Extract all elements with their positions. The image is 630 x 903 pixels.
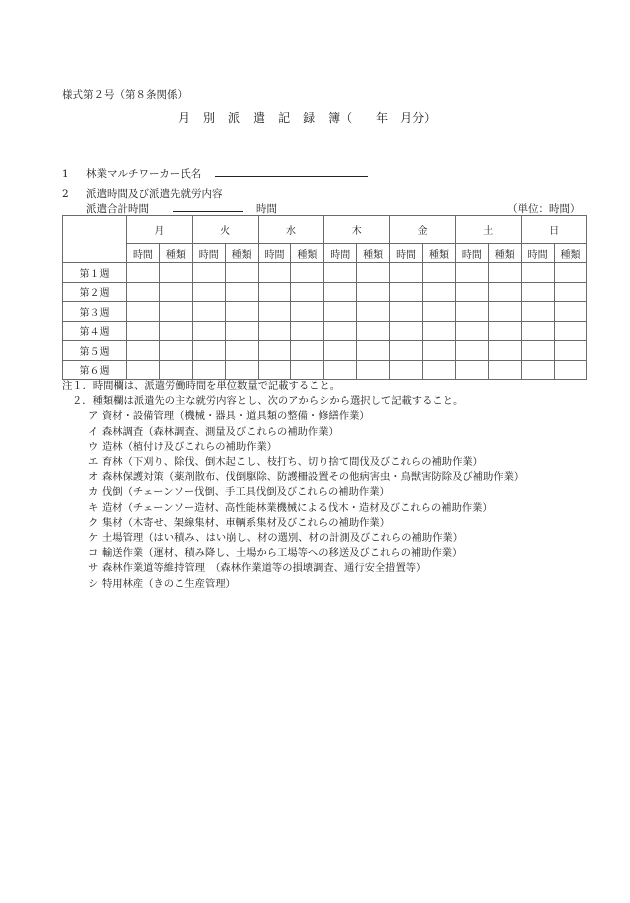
type-cell[interactable] [291, 341, 324, 361]
hours-cell[interactable] [258, 321, 291, 341]
day-header-row [63, 216, 587, 244]
type-cell[interactable] [357, 341, 390, 361]
corner-cell [63, 216, 127, 263]
hours-cell[interactable] [258, 302, 291, 322]
type-cell[interactable] [423, 321, 456, 341]
total-hours-unit: 時間 [256, 203, 277, 215]
work-type-text: 造材（チェーンソー造材、高性能林業機械による伐木・造材及びこれらの補助作業） [102, 501, 493, 514]
dispatch-section-label: 派遣時間及び派遣先就労内容 [86, 188, 223, 200]
type-cell[interactable] [357, 282, 390, 302]
work-type-text: 輸送作業（運材、積み降し、土場から工場等への移送及びこれらの補助作業） [102, 547, 463, 560]
hours-cell[interactable] [192, 282, 225, 302]
hours-cell[interactable] [324, 302, 357, 322]
title-char: 記 [278, 111, 291, 125]
title-period[interactable]: （ 年 月分） [340, 111, 437, 125]
type-cell[interactable] [357, 302, 390, 322]
type-header: 種類 [159, 244, 192, 263]
type-cell[interactable] [159, 282, 192, 302]
title-char: 簿 [328, 111, 341, 125]
worker-name-field[interactable] [215, 166, 368, 177]
hours-cell[interactable] [455, 263, 488, 283]
hours-cell[interactable] [521, 321, 554, 341]
work-type-key: ケ [88, 532, 99, 545]
notes-section [62, 379, 524, 592]
day-header: 火 [192, 216, 258, 244]
type-cell[interactable] [423, 302, 456, 322]
work-type-item [62, 531, 524, 546]
type-cell[interactable] [488, 360, 521, 380]
type-cell[interactable] [159, 341, 192, 361]
hours-cell[interactable] [324, 321, 357, 341]
day-header: 木 [324, 216, 390, 244]
type-cell[interactable] [488, 263, 521, 283]
hours-header: 時間 [521, 244, 554, 263]
hours-cell[interactable] [455, 360, 488, 380]
type-cell[interactable] [159, 321, 192, 341]
hours-cell[interactable] [390, 302, 423, 322]
work-type-key: カ [88, 486, 99, 499]
type-cell[interactable] [357, 263, 390, 283]
title-char: 遣 [253, 111, 266, 125]
type-cell[interactable] [488, 302, 521, 322]
work-type-item [62, 440, 524, 455]
worker-name-section [62, 166, 368, 181]
work-type-key: エ [88, 456, 99, 469]
week-label: 第５週 [63, 341, 127, 361]
type-cell[interactable] [554, 341, 587, 361]
hours-cell[interactable] [455, 321, 488, 341]
type-cell[interactable] [159, 360, 192, 380]
hours-cell[interactable] [127, 263, 160, 283]
day-header: 金 [390, 216, 456, 244]
type-cell[interactable] [291, 321, 324, 341]
title-char: 月 [178, 111, 191, 125]
hours-cell[interactable] [127, 360, 160, 380]
work-type-key: ウ [88, 440, 99, 453]
type-cell[interactable] [554, 263, 587, 283]
type-cell[interactable] [423, 360, 456, 380]
work-type-text: 造林（植付け及びこれらの補助作業） [102, 440, 278, 453]
section-number: 1 [62, 168, 69, 180]
type-cell[interactable] [291, 302, 324, 322]
hours-cell[interactable] [455, 302, 488, 322]
work-type-item [62, 485, 524, 500]
hours-cell[interactable] [258, 341, 291, 361]
work-type-text: 伐倒（チェーンソー伐倒、手工具伐倒及びこれらの補助作業） [102, 486, 390, 499]
type-header: 種類 [225, 244, 258, 263]
hours-cell[interactable] [192, 341, 225, 361]
work-type-text: 森林作業道等維持管理 （森林作業道等の損壊調査、通行安全措置等） [102, 562, 427, 575]
hours-header: 時間 [258, 244, 291, 263]
work-type-key: イ [88, 425, 99, 438]
page-title [178, 109, 436, 126]
title-char: 派 [228, 111, 241, 125]
day-header: 日 [521, 216, 587, 244]
work-type-item [62, 425, 524, 440]
hours-header: 時間 [192, 244, 225, 263]
title-char: 別 [203, 111, 216, 125]
hours-cell[interactable] [390, 360, 423, 380]
section-number: 2 [62, 188, 69, 200]
work-type-text: 特用林産（きのこ生産管理） [102, 577, 236, 590]
type-cell[interactable] [423, 282, 456, 302]
hours-cell[interactable] [258, 282, 291, 302]
form-number: 様式第２号（第８条関係） [62, 89, 188, 101]
week-label: 第１週 [63, 263, 127, 283]
hours-cell[interactable] [192, 302, 225, 322]
hours-cell[interactable] [521, 360, 554, 380]
type-cell[interactable] [225, 341, 258, 361]
type-cell[interactable] [159, 302, 192, 322]
note-2: ２．種類欄は派遣先の主な就労内容とし、次のアからシから選択して記載すること。 [72, 395, 464, 408]
work-type-item [62, 516, 524, 531]
hours-cell[interactable] [521, 263, 554, 283]
work-type-key: キ [88, 501, 99, 514]
type-cell[interactable] [488, 282, 521, 302]
hours-cell[interactable] [192, 360, 225, 380]
day-header: 土 [455, 216, 521, 244]
hours-cell[interactable] [324, 263, 357, 283]
work-type-key: コ [88, 547, 99, 560]
sub-header-row [63, 244, 587, 263]
type-cell[interactable] [554, 321, 587, 341]
type-cell[interactable] [291, 360, 324, 380]
hours-cell[interactable] [521, 341, 554, 361]
type-cell[interactable] [291, 282, 324, 302]
hours-cell[interactable] [455, 341, 488, 361]
work-type-item [62, 470, 524, 485]
type-cell[interactable] [225, 321, 258, 341]
hours-cell[interactable] [192, 321, 225, 341]
hours-cell[interactable] [127, 321, 160, 341]
type-cell[interactable] [225, 263, 258, 283]
dispatch-section-heading [62, 186, 223, 201]
hours-cell[interactable] [455, 282, 488, 302]
week-label: 第４週 [63, 321, 127, 341]
work-type-key: シ [88, 577, 99, 590]
hours-cell[interactable] [324, 341, 357, 361]
week-label: 第３週 [63, 302, 127, 322]
total-hours-label: 派遣合計時間 [86, 203, 149, 215]
type-cell[interactable] [554, 282, 587, 302]
work-type-text: 育林（下刈り、除伐、倒木起こし、枝打ち、切り捨て間伐及びこれらの補助作業） [102, 456, 483, 469]
work-type-item [62, 501, 524, 516]
work-type-item [62, 577, 524, 592]
table-row [63, 341, 587, 361]
hours-cell[interactable] [324, 360, 357, 380]
hours-cell[interactable] [521, 282, 554, 302]
hours-cell[interactable] [258, 360, 291, 380]
week-label: 第２週 [63, 282, 127, 302]
table-row [63, 302, 587, 322]
work-type-text: 森林調査（森林調査、測量及びこれらの補助作業） [102, 425, 339, 438]
hours-cell[interactable] [324, 282, 357, 302]
type-cell[interactable] [291, 263, 324, 283]
unit-note: （単位：時間） [507, 203, 581, 215]
work-type-key: ク [88, 516, 99, 529]
type-cell[interactable] [357, 321, 390, 341]
type-cell[interactable] [423, 263, 456, 283]
day-header: 月 [127, 216, 193, 244]
hours-header: 時間 [324, 244, 357, 263]
hours-cell[interactable] [390, 321, 423, 341]
work-type-text: 資材・設備管理（機械・器具・道具類の整備・修繕作業） [102, 410, 370, 423]
type-header: 種類 [291, 244, 324, 263]
table-row [63, 282, 587, 302]
hours-cell[interactable] [390, 263, 423, 283]
hours-cell[interactable] [127, 302, 160, 322]
worker-name-label: 林業マルチワーカー氏名 [86, 168, 202, 180]
type-header: 種類 [554, 244, 587, 263]
total-hours-field[interactable] [173, 201, 243, 212]
type-cell[interactable] [225, 282, 258, 302]
title-char: 録 [303, 111, 316, 125]
type-header: 種類 [488, 244, 521, 263]
hours-cell[interactable] [127, 282, 160, 302]
hours-cell[interactable] [390, 341, 423, 361]
hours-cell[interactable] [521, 302, 554, 322]
type-cell[interactable] [225, 360, 258, 380]
type-header: 種類 [423, 244, 456, 263]
type-cell[interactable] [488, 341, 521, 361]
work-type-item [62, 546, 524, 561]
type-cell[interactable] [423, 341, 456, 361]
day-header: 水 [258, 216, 324, 244]
week-label: 第６週 [63, 360, 127, 380]
hours-header: 時間 [455, 244, 488, 263]
type-cell[interactable] [357, 360, 390, 380]
work-type-text: 土場管理（はい積み、はい崩し、材の選別、材の計測及びこれらの補助作業） [102, 532, 464, 545]
work-type-key: ア [88, 410, 99, 423]
hours-cell[interactable] [192, 263, 225, 283]
work-type-text: 森林保護対策（薬剤散布、伐倒駆除、防護柵設置その他病害虫・鳥獣害防除及び補助作業） [102, 471, 525, 484]
monthly-record-table [62, 215, 587, 380]
table-row [63, 321, 587, 341]
work-type-item [62, 455, 524, 470]
hours-header: 時間 [127, 244, 160, 263]
total-hours-row [86, 201, 277, 216]
work-type-item [62, 409, 524, 424]
work-type-key: オ [88, 471, 99, 484]
work-type-text: 集材（木寄せ、架線集材、車輌系集材及びこれらの補助作業） [102, 516, 391, 529]
table-row [63, 263, 587, 283]
hours-cell[interactable] [127, 341, 160, 361]
hours-cell[interactable] [258, 263, 291, 283]
type-header: 種類 [357, 244, 390, 263]
hours-header: 時間 [390, 244, 423, 263]
type-cell[interactable] [554, 302, 587, 322]
type-cell[interactable] [554, 360, 587, 380]
work-type-key: サ [88, 562, 99, 575]
type-cell[interactable] [159, 263, 192, 283]
table-row [63, 360, 587, 380]
note-1: 注１．時間欄は、派遣労働時間を単位数量で記載すること。 [62, 380, 341, 392]
hours-cell[interactable] [390, 282, 423, 302]
type-cell[interactable] [225, 302, 258, 322]
type-cell[interactable] [488, 321, 521, 341]
work-type-item [62, 561, 524, 576]
